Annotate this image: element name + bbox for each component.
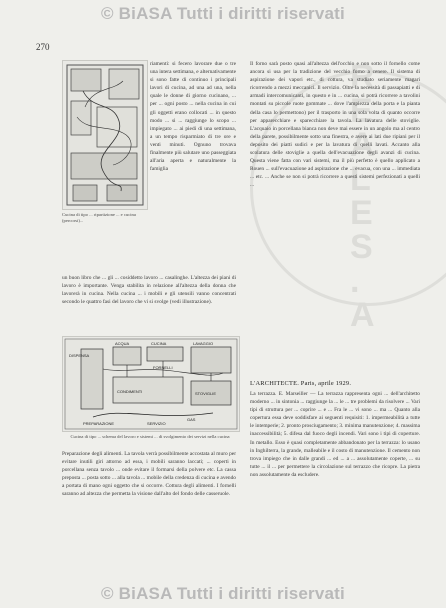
figure-kitchen-workflow: [62, 336, 240, 432]
text-column-right-top: Il forno sarà posto quasi all'altezza dell'occhio e non sotto il fornello come ancora si usa per la tradizione del vecchio forno a cenere. Il sistema di aspirazione dei vapori etc., di cottura, va studiato seriamente magari ricorrendo a mezzi meccanici. Il servizio. Oltre la necessità di passapiatti e di armadi intercomunicanti, in questo e in ... cucina, si potrà ricorrere a tavolini montati su piccole ruote gommate ... dove l'ampiezza della porta e la pianta della casa lo permettono) per il trasporto in una sola volta di quanto occorre per apparecchiare e sparecchiare la tavola. La lavatura delle stoviglie. L'acquaio in porcellana bianca non deve mai essere in un angolo ma al centro della parete, possibilmente sotto una finestra, e avere ai lati due ripiani per il deposito dei piatti sudici e per la lavatura di quelli lavati. Accanto alla scolatura delle stoviglie a quella dell'evacuazione degli avanzi di cucina. Questa viene fatta con vari sistemi, ma il più perfetto è quello applicato a Rouen ... sull'evacuazione ad aspirazione che ... evacua, con una ... immediata ... etc. ... Anche se non si potrà ricorrere a questi sistemi perfezionati a quelli ...: [250, 61, 420, 189]
kitchen-workflow-diagram: [63, 337, 239, 431]
label-condimenti: CONDIMENTI: [117, 389, 143, 394]
label-acqua: ACQUA: [115, 341, 130, 346]
text-column-right-bottom: La terrazza. E. Marseiller — La terrazza rappresenta ogni ... dell'architetto moderno ... in sintonia ... raggiunge la ... le ... tre problemi da risolvere ... Vari tipi di struttura per ... coprire ... e ... Fra le ... vi sono ... ma ... Quanto alla copertura essa deve soddisfare ai seguenti requisiti: 1. impermeabilità a tutte le intemperie; 2. pronto prosciugamento; 3. minima manutenzione; 4. massima inaccessibilità; 5. difesa dal fuoco degli incendi. Vari sono i tipi di coperture. In metallo. Esso è quasi completamente abbandonato per la terrazza: lo usano in Inghilterra, la grande, malleabile e il costo di manutenzione. Il cemento non trova impiego che in dalle grandi ... ed ... a ... assolutamente coperte, ... su tutte ... il ... per permettere la circolazione sul terrazzo che ricopre. La pietra non assolutamente da escludere.: [250, 391, 420, 478]
label-fornelli: FORNELLI: [153, 365, 173, 370]
stamp-lettering: R E A L E S . A: [350, 58, 375, 334]
label-gas: GAS: [187, 417, 196, 422]
figure-floor-plan-caption: Cucina di tipo ... ripartizione ... e cucina (percorsi)...: [62, 212, 136, 223]
floor-plan-drawing: [63, 61, 147, 209]
label-servizio: SERVIZIO: [147, 421, 166, 426]
watermark-top: © BiASA Tutti i diritti riservati: [101, 4, 345, 23]
label-preparazione: PREPARAZIONE: [83, 421, 115, 426]
label-stoviglie: STOVIGLIE: [195, 391, 217, 396]
label-dispensa: DISPENSA: [69, 353, 90, 358]
label-lavaggio: LAVAGGIO: [193, 341, 214, 346]
watermark-bottom: © BiASA Tutti i diritti riservati: [101, 584, 345, 603]
text-column-left-main: un buon libro che ... gli ... cosiddetto lavoro ... casalinghe. L'altezza dei piani di lavoro è importante. Venga stabilita in relazione all'altezza della donna che lavorerà in cucina. Nella cucina ... i mobili e gli utensili vanno concentrati secondo le quattro fasi del lavoro che vi si svolge (vedi illustrazione).: [62, 275, 236, 306]
text-column-narrow: riamenti: si fecero lavorare due o tre una intera settimana, e alternativamente si sono fatte di continuo i principali lavori di cucina, ad una ad una, nella quale le donne di giorno cucinano, ... per ... ogni posto ... nella cucina in cui gli oggetti erano collocati ... in questo modo ... si ... raggiunge lo scopo ... impiegato ... ai piedi di una settimana, a un tempo risparmiato di tre ore e venti minuti. Ognuno trovava finalmente più salutare uno passeggiata all'aria aperta e naturalmente la famiglia: [150, 61, 236, 173]
figure-floor-plan: [62, 60, 148, 210]
page-number: 270: [36, 42, 50, 52]
label-cucina: CUCINA: [151, 341, 167, 346]
figure-kitchen-workflow-caption: Cucina di tipo ... schema del lavoro e sistemi ... di svolgimento dei servizi nella cucina: [70, 434, 230, 439]
text-column-left-lower: Preparazione degli alimenti. La tavola verrà possibilmente accostata al muro per evitare inutili giri attorno ad essa, i mobili saranno laccati; ... coperti in porcellana senza tavolo ... onde evitare il formarsi della polvere etc. La cassa preposta ... posta sotto ... alla tavola ... mobile della credenza di cucina e avendo a portata di mano ogni oggetto che si occorre. Cottura degli alimenti. I fornelli saranno ad altezza che permetta la visione dall'alto del fondo delle casseruole.: [62, 451, 236, 498]
section-heading: L'ARCHITECTE. Paris, aprile 1929.: [250, 380, 352, 387]
